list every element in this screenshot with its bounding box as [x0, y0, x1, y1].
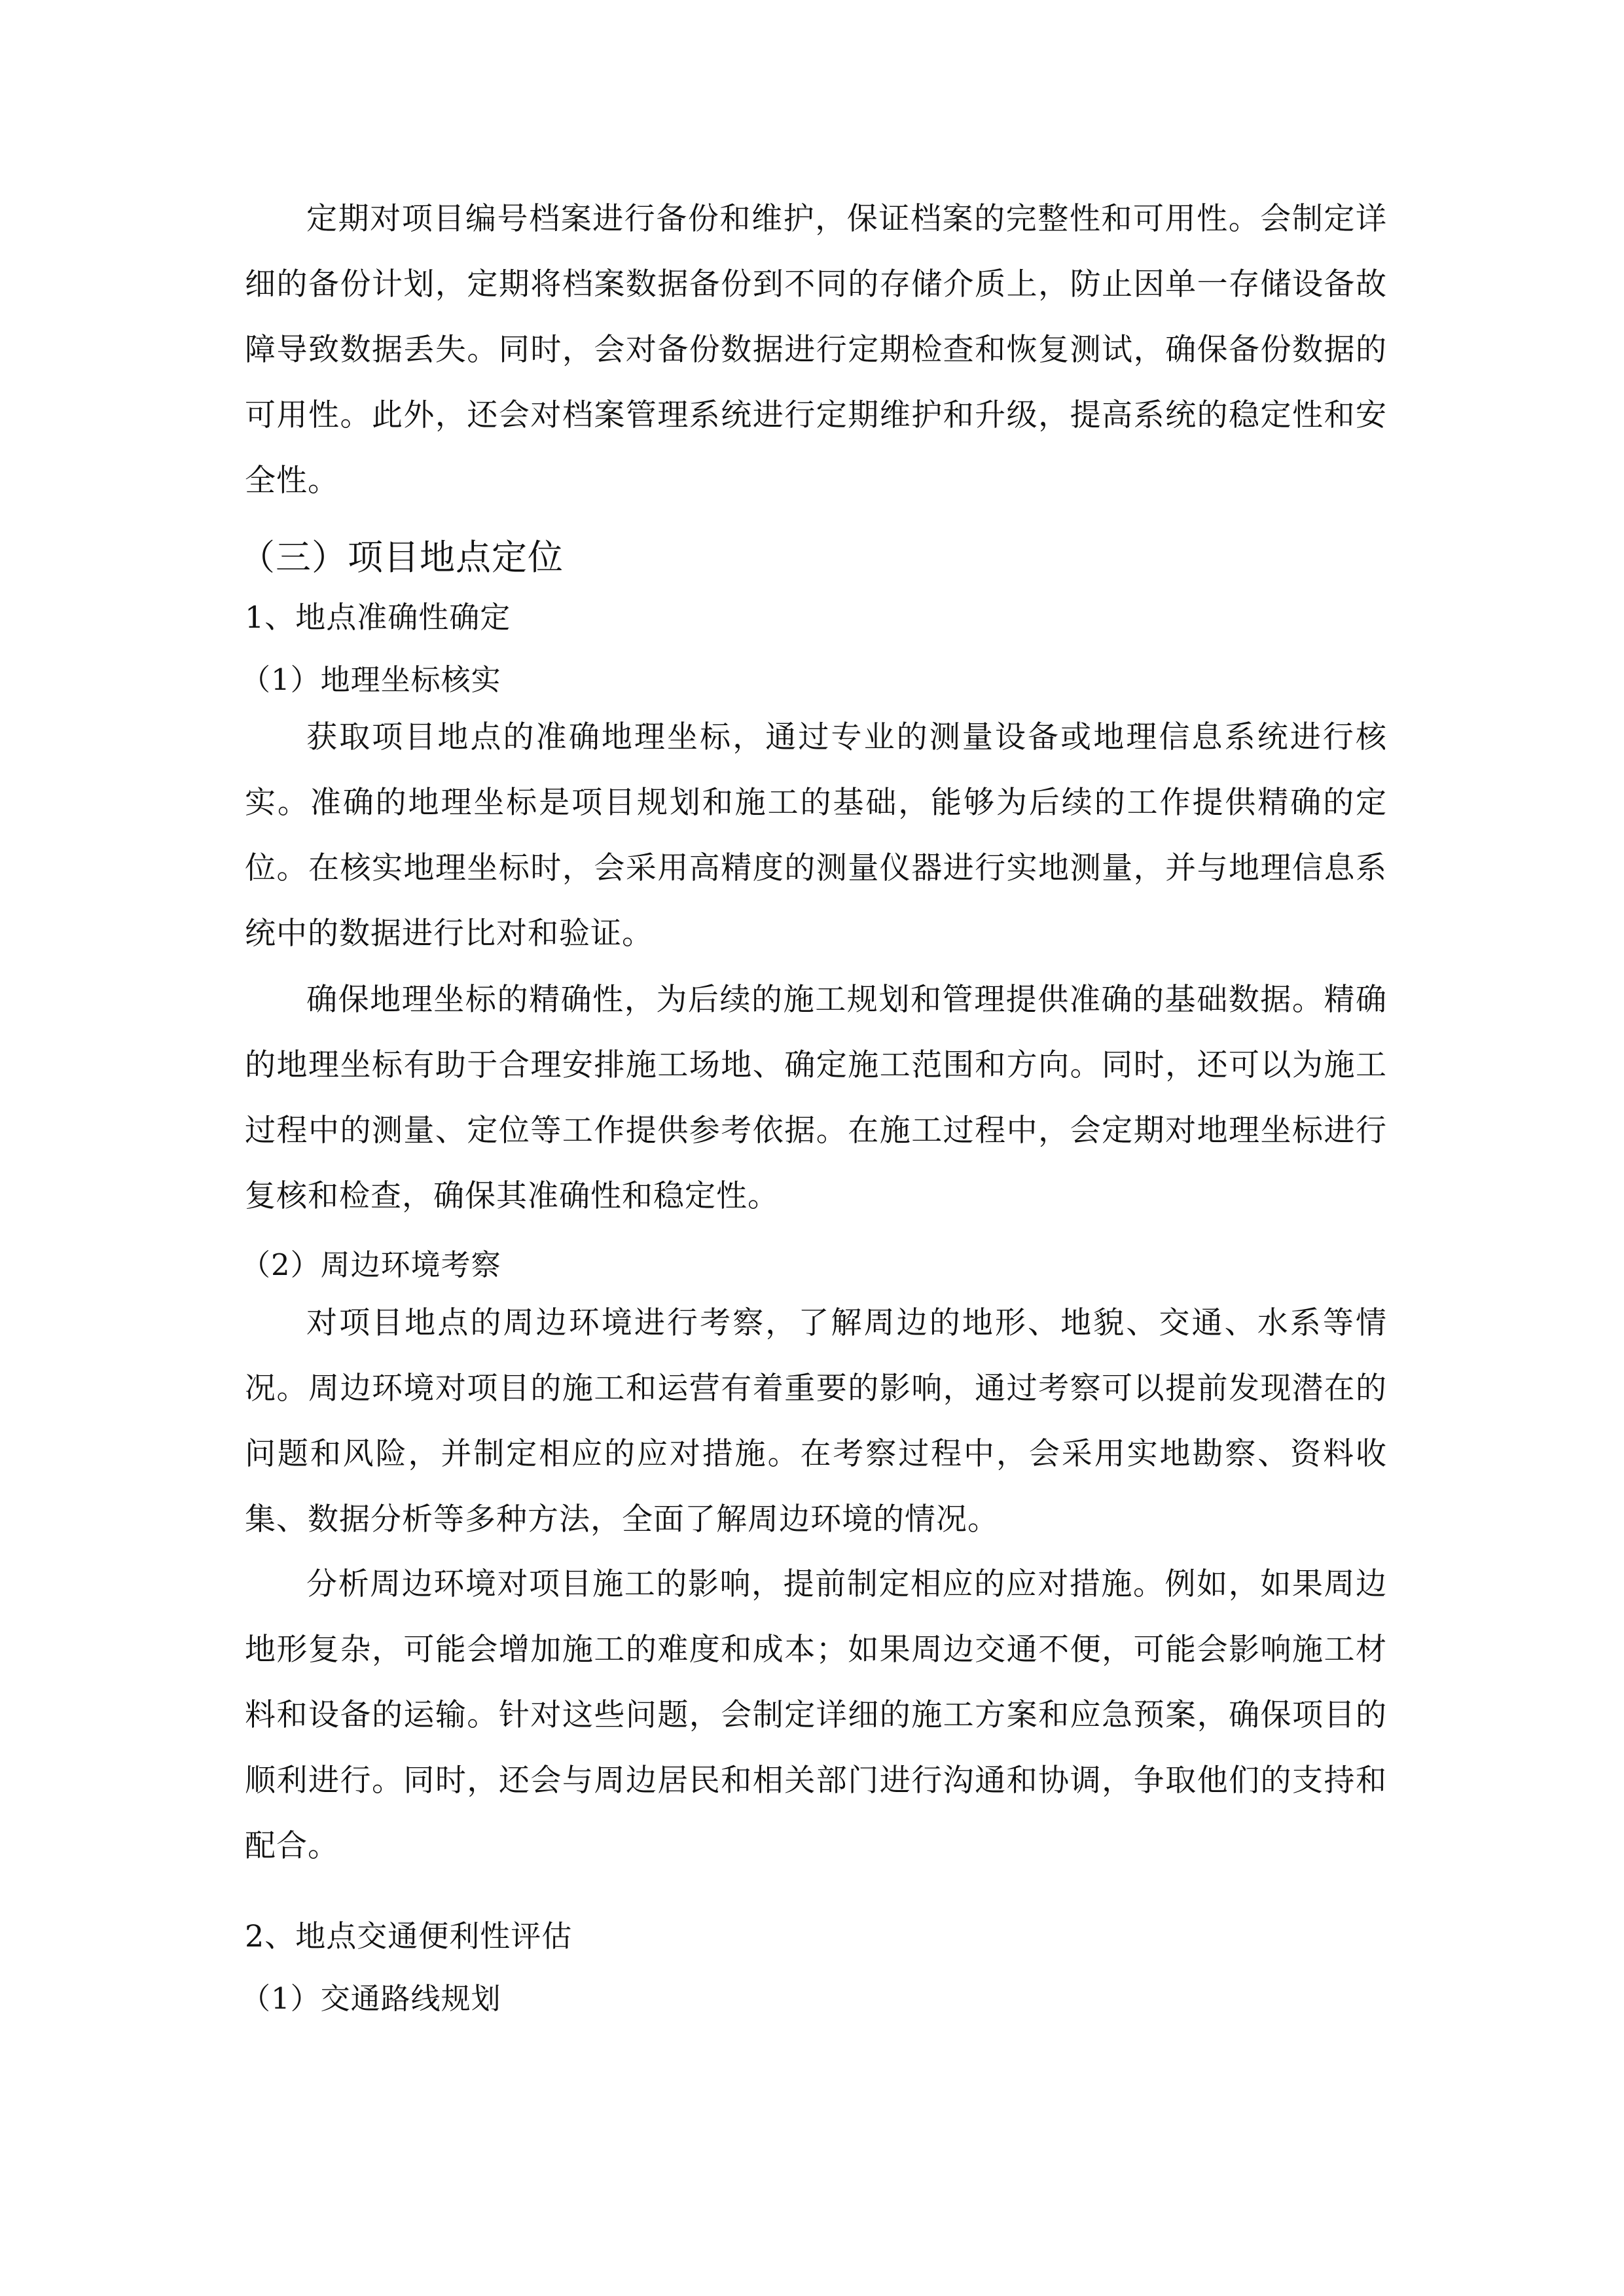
subheading-environment-survey: （2）周边环境考察 — [241, 1247, 501, 1282]
subheading-coordinate-verification: （1）地理坐标核实 — [241, 662, 501, 697]
paragraph-environment-survey: 对项目地点的周边环境进行考察，了解周边的地形、地貌、交通、水系等情况。周边环境对项目的施工和运营有着重要的影响，通过考察可以提前发现潜在的问题和风险，并制定相应的应对措施。在考察过程中，会采用实地勘察、资料收集、数据分析等多种方法，全面了解周边环境的情况。 — [245, 1305, 1387, 1537]
paragraph-environment-analysis: 分析周边环境对项目施工的影响，提前制定相应的应对措施。例如，如果周边地形复杂，可能会增加施工的难度和成本；如果周边交通不便，可能会影响施工材料和设备的运输。针对这些问题，会制定详细的施工方案和应急预案，确保项目的顺利进行。同时，还会与周边居民和相关部门进行沟通和协调，争取他们的支持和配合。 — [245, 1566, 1387, 1864]
heading-transport-convenience: 2、地点交通便利性评估 — [245, 1918, 573, 1954]
subheading-route-planning: （1）交通路线规划 — [241, 1981, 501, 2016]
paragraph-backup-maintenance: 定期对项目编号档案进行备份和维护，保证档案的完整性和可用性。会制定详细的备份计划，定期将档案数据备份到不同的存储介质上，防止因单一存储设备故障导致数据丢失。同时，会对备份数据进行定期检查和恢复测试，确保备份数据的可用性。此外，还会对档案管理系统进行定期维护和升级，提高系统的稳定性和安全性。 — [245, 201, 1387, 499]
paragraph-coordinate-verification: 获取项目地点的准确地理坐标，通过专业的测量设备或地理信息系统进行核实。准确的地理坐标是项目规划和施工的基础，能够为后续的工作提供精确的定位。在核实地理坐标时，会采用高精度的测量仪器进行实地测量，并与地理信息系统中的数据进行比对和验证。 — [245, 719, 1387, 952]
paragraph-coordinate-precision: 确保地理坐标的精确性，为后续的施工规划和管理提供准确的基础数据。精确的地理坐标有助于合理安排施工场地、确定施工范围和方向。同时，还可以为施工过程中的测量、定位等工作提供参考依据。在施工过程中，会定期对地理坐标进行复核和检查，确保其准确性和稳定性。 — [245, 982, 1387, 1214]
section-heading-location: （三）项目地点定位 — [240, 537, 564, 578]
heading-location-accuracy: 1、地点准确性确定 — [245, 600, 511, 635]
